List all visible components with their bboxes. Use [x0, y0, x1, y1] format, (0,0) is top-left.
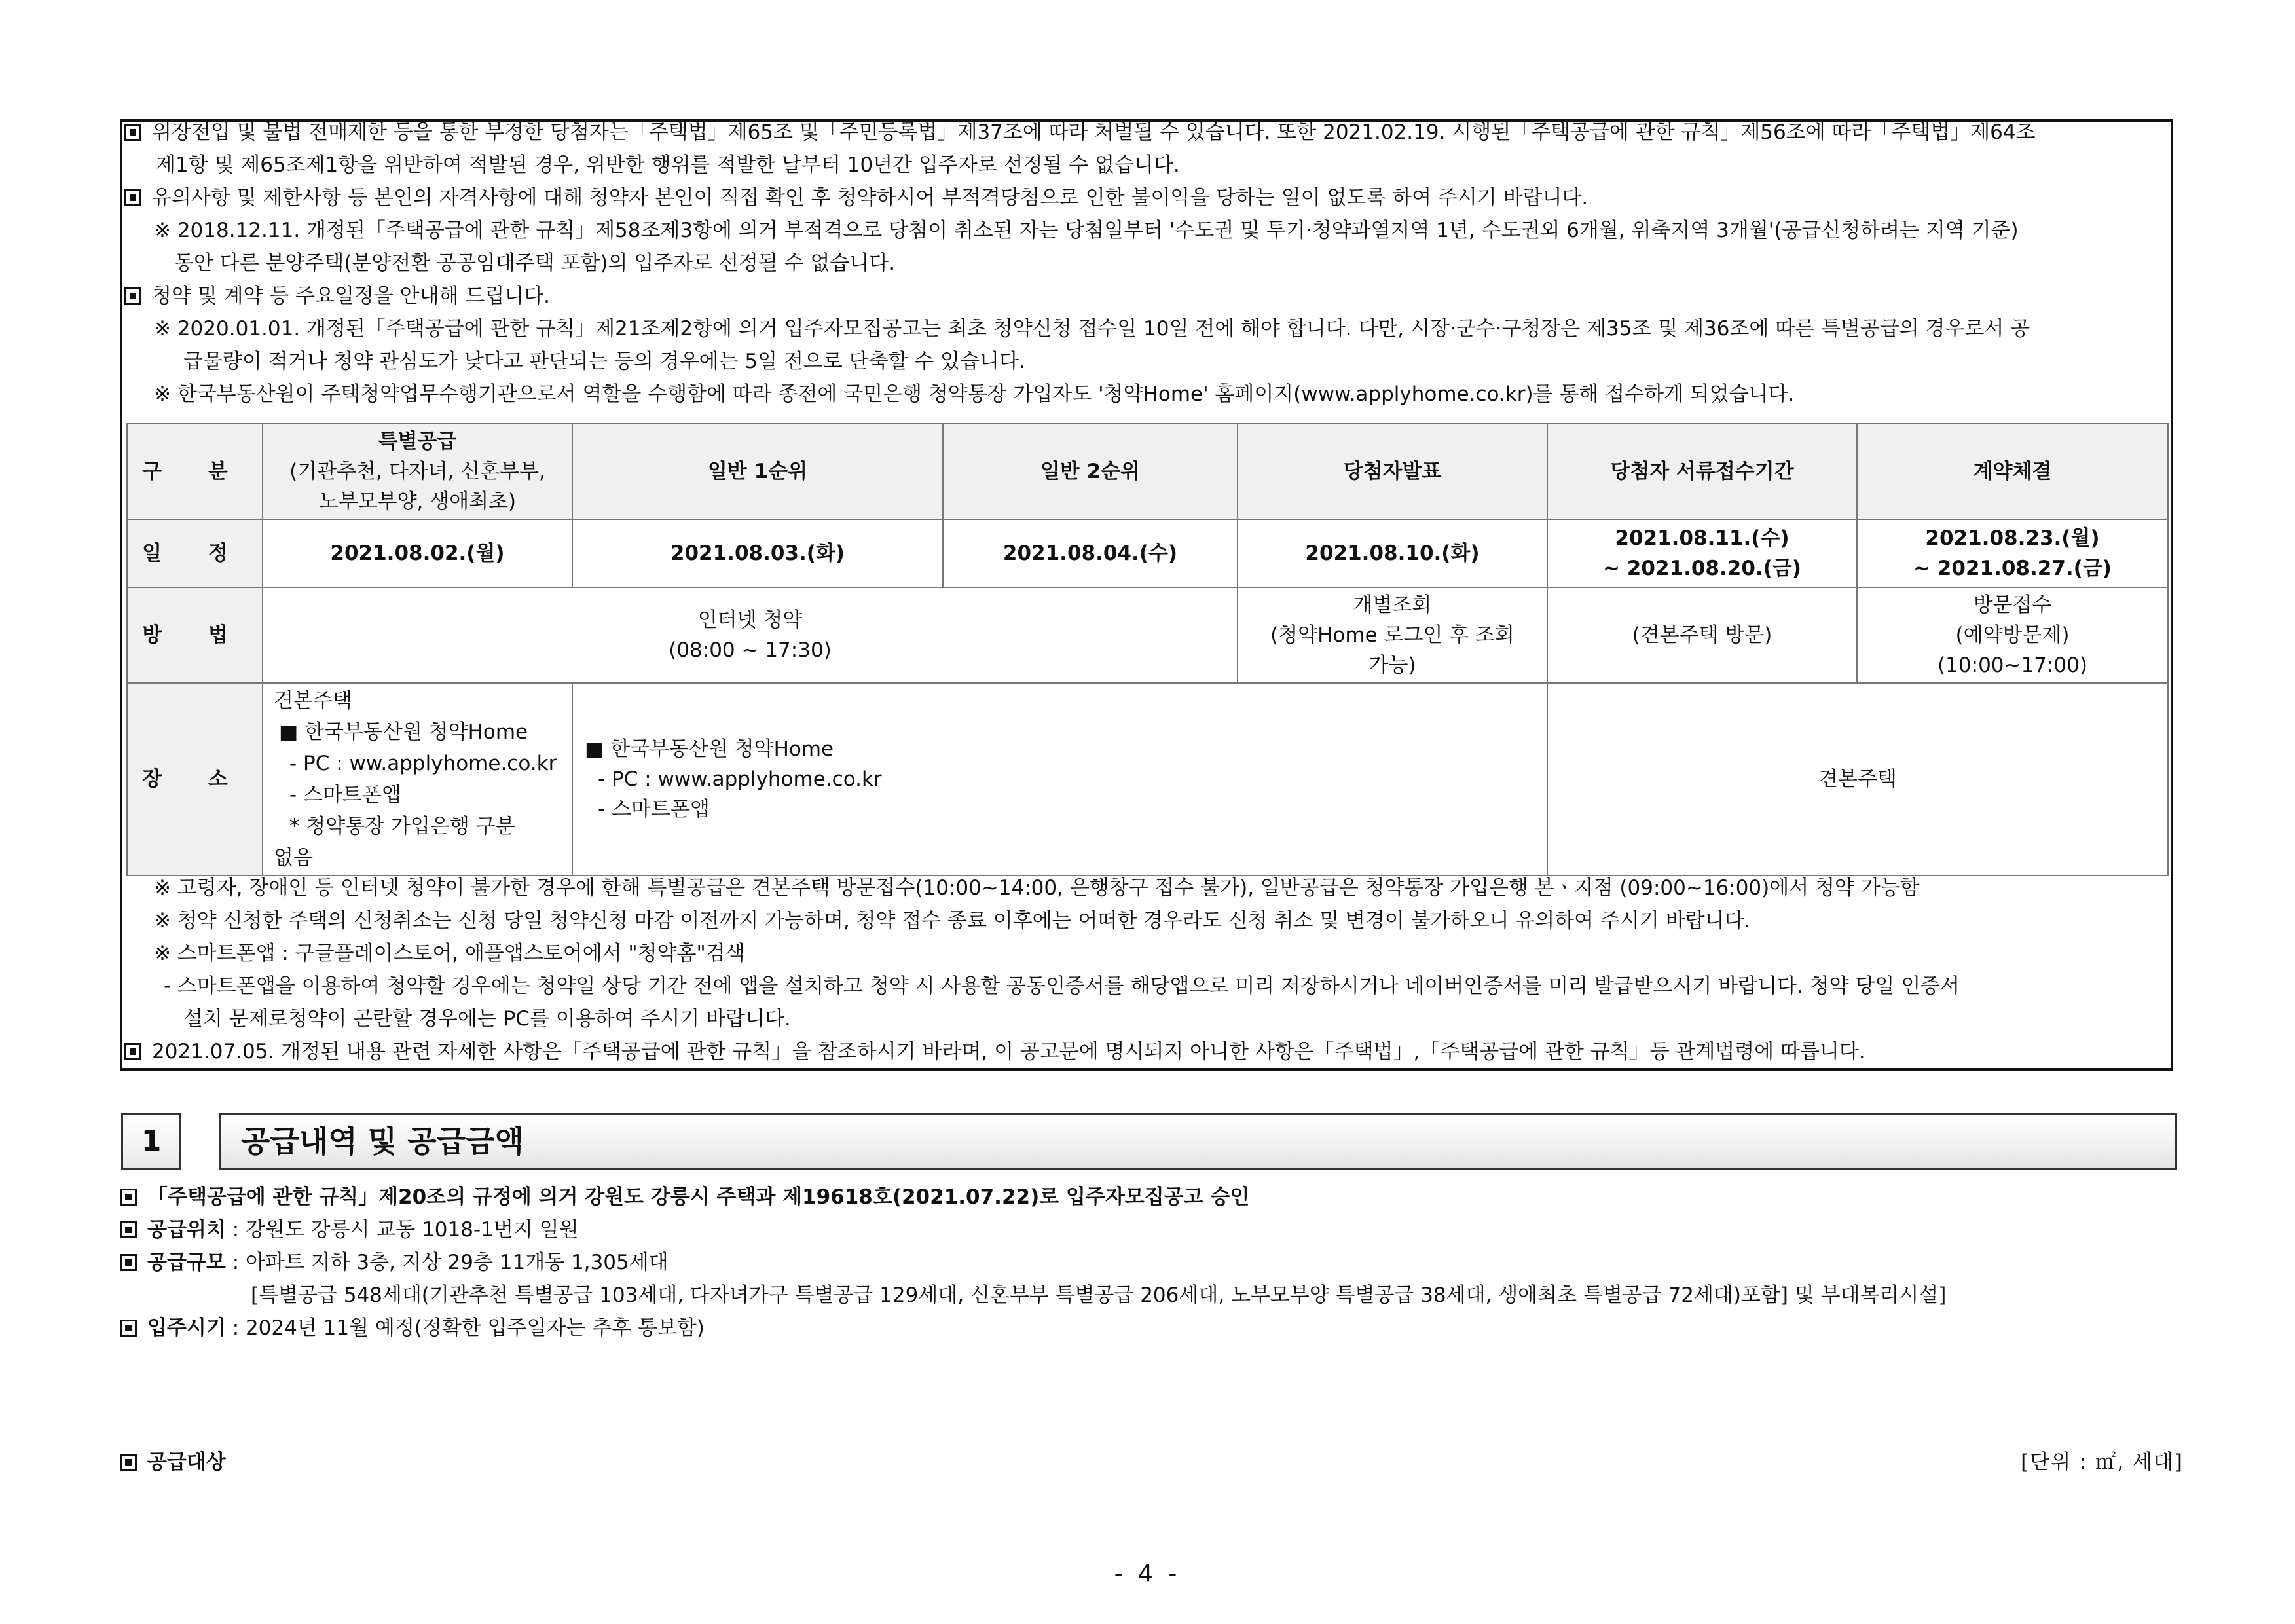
place-special-line-3: - PC : ww.applyhome.co.kr — [289, 752, 557, 775]
place-model-house: 견본주택 — [1547, 683, 2168, 876]
notice-line-7: ※ 2020.01.01. 개정된「주택공급에 관한 규칙」제21조제2항에 의거 입주자모집공고는 최초 청약신청 접수일 10일 전에 해야 합니다. 다만, 시장·군수·구청장은 제35조 및 제36조에 따른 특별공급의 경우로서 공 — [154, 317, 2030, 341]
header-general2: 일반 2순위 — [943, 424, 1238, 519]
schedule-header-row — [127, 424, 2168, 519]
method-internet — [263, 587, 1238, 683]
header-general1: 일반 1순위 — [572, 424, 943, 519]
bullet-square-icon — [120, 1189, 137, 1206]
method-contract — [1857, 587, 2168, 683]
unit-label: [단위 : ㎡, 세대] — [2021, 1450, 2184, 1474]
date-general2: 2021.08.04.(수) — [943, 519, 1238, 587]
bullet-square-icon — [120, 1254, 137, 1271]
date-docs-end: ~ 2021.08.20.(금) — [1603, 557, 1801, 580]
section-number: 1 — [121, 1113, 181, 1170]
place-general-line-3: - 스마트폰앱 — [598, 798, 710, 821]
place-special-line-1: 견본주택 — [274, 689, 352, 712]
notice-after-2: ※ 청약 신청한 주택의 신청취소는 신청 당일 청약신청 마감 이전까지 가능하며, 청약 접수 종료 이후에는 어떠한 경우라도 신청 취소 및 변경이 불가하오니 유의하여 주시기 바랍니다. — [154, 909, 1751, 932]
notice-line-3: 유의사항 및 제한사항 등 본인의 자격사항에 대해 청약자 본인이 직접 확인 후 청약하시어 부적격당첨으로 인한 불이익을 당하는 일이 없도록 하여 주시기 바랍니다. — [124, 185, 1588, 211]
place-special — [263, 683, 572, 876]
supply-scale-detail: [특별공급 548세대(기관추천 특별공급 103세대, 다자녀가구 특별공급 129세대, 신혼부부 특별공급 206세대, 노부모부양 특별공급 38세대, 생애최초 특별공급 72세대)포함] 및 부대복리시설] — [251, 1283, 1947, 1307]
supply-move-in: 입주시기 : 2024년 11월 예정(정확한 입주일자는 추후 통보함) — [120, 1315, 705, 1341]
method-announce-2: (청약Home 로그인 후 조회 — [1270, 623, 1515, 647]
date-special: 2021.08.02.(월) — [263, 519, 572, 587]
header-gubun: 구 분 — [127, 424, 263, 519]
notice-line-6: 청약 및 계약 등 주요일정을 안내해 드립니다. — [124, 283, 550, 309]
notice-after-3: ※ 스마트폰앱 : 구글플레이스토어, 애플앱스토어에서 "청약홈"검색 — [154, 942, 745, 965]
supply-target: 공급대상 — [120, 1449, 226, 1475]
schedule-table — [126, 423, 2169, 876]
method-contract-1: 방문접수 — [1973, 593, 2052, 617]
supply-scale: 공급규모 : 아파트 지하 3층, 지상 29층 11개동 1,305세대 — [120, 1249, 669, 1276]
method-row-label: 방 법 — [127, 587, 263, 683]
bullet-square-icon — [124, 189, 141, 206]
place-special-line-4: - 스마트폰앱 — [289, 783, 401, 807]
header-special-sub1: (기관추천, 다자녀, 신혼부부, — [289, 460, 545, 483]
bullet-square-icon — [124, 124, 141, 141]
notice-line-4: ※ 2018.12.11. 개정된「주택공급에 관한 규칙」제58조제3항에 의거 부적격으로 당첨이 취소된 자는 당첨일부터 '수도권 및 투기·청약과열지역 1년, 수도권외 6개월, 위축지역 3개월'(공급신청하려는 지역 기준) — [154, 219, 2019, 242]
header-docs: 당첨자 서류접수기간 — [1547, 424, 1857, 519]
place-general-line-2: - PC : www.applyhome.co.kr — [598, 767, 882, 791]
date-docs — [1547, 519, 1857, 587]
page-number: - 4 - — [1114, 1560, 1181, 1587]
notice-line-2: 제1항 및 제65조제1항을 위반하여 적발된 경우, 위반한 행위를 적발한 날부터 10년간 입주자로 선정될 수 없습니다. — [156, 153, 1180, 177]
place-general — [572, 683, 1547, 876]
notice-after-1: ※ 고령자, 장애인 등 인터넷 청약이 불가한 경우에 한해 특별공급은 견본주택 방문접수(10:00~14:00, 은행창구 접수 불가), 일반공급은 청약통장 가입은행 본ㆍ지점 (09:00~16:00)에서 청약 가능함 — [154, 876, 1920, 900]
schedule-date-row — [127, 519, 2168, 587]
date-docs-start: 2021.08.11.(수) — [1615, 526, 1790, 550]
method-announce — [1238, 587, 1547, 683]
method-internet-title: 인터넷 청약 — [697, 608, 803, 632]
header-announce: 당첨자발표 — [1238, 424, 1547, 519]
place-special-line-5: * 청약통장 가입은행 구분 — [289, 815, 515, 838]
date-row-label: 일 정 — [127, 519, 263, 587]
bullet-square-icon — [124, 287, 141, 304]
notice-line-8: 급물량이 적거나 청약 관심도가 낮다고 판단되는 등의 경우에는 5일 전으로 단축할 수 있습니다. — [183, 350, 1025, 373]
place-special-line-2: ■ 한국부동산원 청약Home — [279, 720, 528, 744]
method-internet-hours: (08:00 ~ 17:30) — [669, 638, 832, 662]
notice-after-6: 2021.07.05. 개정된 내용 관련 자세한 사항은「주택공급에 관한 규칙」을 참조하시기 바라며, 이 공고문에 명시되지 아니한 사항은「주택법」,「주택공급에 관한 규칙」등 관계법령에 따릅니다. — [124, 1039, 1865, 1065]
place-row-label: 장 소 — [127, 683, 263, 876]
notice-line-5: 동안 다른 분양주택(분양전환 공공임대주택 포함)의 입주자로 선정될 수 없습니다. — [174, 251, 896, 275]
header-special — [263, 424, 572, 519]
bullet-square-icon — [120, 1454, 137, 1471]
date-contract-start: 2021.08.23.(월) — [1925, 526, 2100, 550]
method-contract-3: (10:00~17:00) — [1937, 654, 2087, 677]
supply-location: 공급위치 : 강원도 강릉시 교동 1018-1번지 일원 — [120, 1217, 579, 1243]
date-contract-end: ~ 2021.08.27.(금) — [1913, 557, 2112, 580]
place-special-line-6: 없음 — [274, 846, 313, 870]
header-special-sub2: 노부모부양, 생애최초) — [318, 490, 517, 513]
bullet-square-icon — [120, 1221, 137, 1238]
method-announce-3: 가능) — [1368, 654, 1416, 677]
date-announce: 2021.08.10.(화) — [1238, 519, 1547, 587]
header-special-title: 특별공급 — [378, 430, 457, 453]
notice-line-1: 위장전입 및 불법 전매제한 등을 통한 부정한 당첨자는「주택법」제65조 및「주민등록법」제37조에 따라 처벌될 수 있습니다. 또한 2021.02.19. 시행된「주택공급에 관한 규칙」제56조에 따라「주택법」제64조 — [124, 119, 2036, 145]
schedule-method-row — [127, 587, 2168, 683]
schedule-place-row — [127, 683, 2168, 876]
date-general1: 2021.08.03.(화) — [572, 519, 943, 587]
method-contract-2: (예약방문제) — [1955, 623, 2070, 647]
header-contract: 계약체결 — [1857, 424, 2168, 519]
bullet-square-icon — [124, 1043, 141, 1060]
bullet-square-icon — [120, 1320, 137, 1337]
method-announce-1: 개별조회 — [1353, 593, 1432, 617]
place-general-line-1: ■ 한국부동산원 청약Home — [585, 737, 834, 761]
notice-after-5: 설치 문제로청약이 곤란할 경우에는 PC를 이용하여 주시기 바랍니다. — [183, 1007, 791, 1031]
section-title: 공급내역 및 공급금액 — [219, 1113, 2177, 1170]
date-contract — [1857, 519, 2168, 587]
supply-approval: 「주택공급에 관한 규칙」제20조의 규정에 의거 강원도 강릉시 주택과 제19618호(2021.07.22)로 입주자모집공고 승인 — [120, 1184, 1249, 1210]
method-docs: (견본주택 방문) — [1547, 587, 1857, 683]
notice-line-9: ※ 한국부동산원이 주택청약업무수행기관으로서 역할을 수행함에 따라 종전에 국민은행 청약통장 가입자도 '청약Home' 홈페이지(www.applyhome.co.kr)를 통해 접수하게 되었습니다. — [154, 382, 1795, 406]
notice-after-4: - 스마트폰앱을 이용하여 청약할 경우에는 청약일 상당 기간 전에 앱을 설치하고 청약 시 사용할 공동인증서를 해당앱으로 미리 저장하시거나 네이버인증서를 미리 발급받으시기 바랍니다. 청약 당일 인증서 — [164, 974, 1960, 998]
